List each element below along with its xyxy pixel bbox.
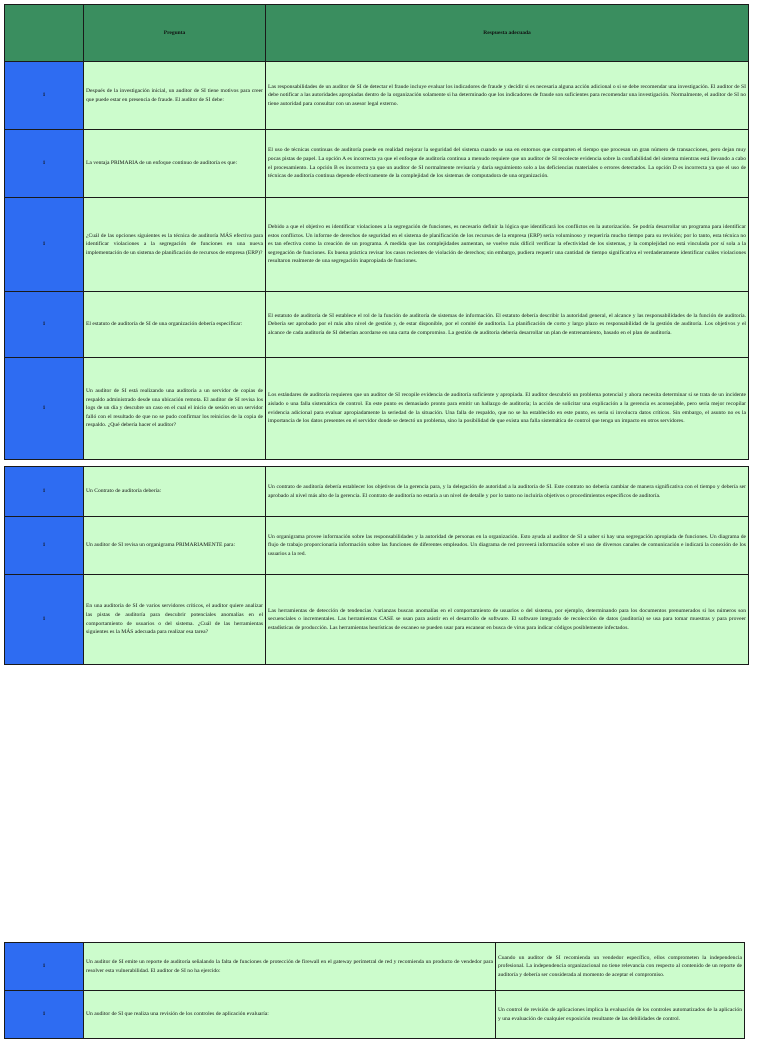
question-text: Un auditor de SI revisa un organigrama PRIMARIAMENTE para: [84, 517, 266, 575]
question-number: 1 [5, 467, 84, 517]
question-text: Un Contrato de auditoría debería: [84, 467, 266, 517]
answer-text: Las responsabilidades de un auditor de SI de detectar el fraude incluye evaluar los indicadores de fraude y decidir si es necesaria alguna acción adicional o si se debe recomendar una investigación. El auditor de SI debe notificar a las autoridades apropiadas dentro de la organización solamente si ha determinado que los indicadores de fraude son suficientes para recomendar una investigación. Normalmente, el auditor de SI no tiene autoridad para consultar con un asesor legal externo. [266, 62, 749, 130]
question-number: 1 [5, 517, 84, 575]
table-row [5, 943, 745, 991]
answer-text: El estatuto de auditoría de SI establece el rol de la función de auditoría de sistemas de información. El estatuto debería describir la autoridad general, el alcance y las responsabilidades de la función de auditoría. Debería ser aprobado por el más alto nivel de gestión y, de estar disponible, por el comité de auditoría. La planificación de corto y largo plazo es responsabilidad de la gestión de auditoría. Los objetivos y el alcance de cada auditoría de SI deberían acordarse en una carta de compromiso. La gestión de auditoría debería desarrollar un plan de entrenamiento, basado en el plan de auditoría. [266, 292, 749, 358]
table-row [5, 575, 749, 665]
question-number: 1 [5, 62, 84, 130]
table-row [5, 467, 749, 517]
question-number: 1 [5, 130, 84, 198]
header-question: Pregunta [84, 5, 266, 62]
table-row [5, 517, 749, 575]
qa-table-3 [4, 942, 745, 1039]
question-number: 1 [5, 198, 84, 292]
qa-table-2 [4, 466, 749, 665]
question-text: En una auditoría de SI de varios servidores críticos, el auditor quiere analizar las pistas de auditoría para descubrir potenciales anomalías en el comportamiento de usuarios o del sistema. ¿Cuál de las herramientas siguientes es la MÁS adecuada para realizar esa tarea? [84, 575, 266, 665]
answer-text: Un organigrama provee información sobre las responsabilidades y la autoridad de personas en la organización. Esto ayuda al auditor de SI a saber si hay una segregación apropiada de funciones. Un diagrama de flujo de trabajo proporcionaría información sobre las funciones de diferentes empleados. Un diagrama de red proveerá información sobre el uso de diversos canales de comunicación e indicará la conexión de los usuarios a la red. [266, 517, 749, 575]
question-number: 1 [5, 358, 84, 460]
answer-text: Cuando un auditor de SI recomienda un vendedor específico, ellos comprometen la independencia profesional. La independencia organizacional no tiene relevancia con respecto al contenido de un reporte de auditoría y debería ser considerada al momento de aceptar el compromiso. [496, 943, 745, 991]
question-number: 1 [5, 575, 84, 665]
table-row [5, 292, 749, 358]
question-text: Un auditor de SI está realizando una auditoría a un servidor de copias de respaldo administrado desde una ubicación remota. El auditor de SI revisa los logs de un día y descubre un caso en el cual el inicio de sesión en un servidor falló con el resultado de que no se pudo confirmar los reinicios de la copia de respaldo. ¿Qué debería hacer el auditor? [84, 358, 266, 460]
qa-table-1 [4, 4, 749, 460]
header-answer: Respuesta adecuada [266, 5, 749, 62]
question-text: Un auditor de SI emite un reporte de auditoría señalando la falta de funciones de protección de firewall en el gateway perimetral de red y recomienda un producto de vendedor para resolver esta vulnerabilidad. El auditor de SI no ha ejercido: [84, 943, 496, 991]
question-text: Un auditor de SI que realiza una revisión de los controles de aplicación evaluaría: [84, 991, 496, 1039]
answer-text: El uso de técnicas continuas de auditoría puede en realidad mejorar la seguridad del sistema cuando se usa en entornos que comparten el tiempo que procesan un gran número de transacciones, pero dejan muy pocas pistas de papel. La opción A es incorrecta ya que el enfoque de auditoría continua a menudo requiere que un auditor de SI recolecte evidencia sobre la confiabilidad del sistema mientras está llevando a cabo el procesamiento. La opción B es incorrecta ya que un auditor de SI normalmente revisaría y daría seguimiento solo a las deficiencias materiales o errores detectados. La opción D es incorrecta ya que el uso de técnicas de auditoría continua depende efectivamente de la complejidad de los sistemas de computadora de una organización. [266, 130, 749, 198]
question-text: La ventaja PRIMARIA de un enfoque continuo de auditoría es que: [84, 130, 266, 198]
question-number: 1 [5, 292, 84, 358]
table-row [5, 198, 749, 292]
answer-text: Los estándares de auditoría requieren que un auditor de SI recopile evidencia de auditoría suficiente y apropiada. El auditor descubrió un problema potencial y ahora necesita determinar si se trata de un incidente aislado o una falla sistemática de control. En este punto es demasiado pronto para emitir un hallazgo de auditoría; la acción de solicitar una explicación a la gerencia es aconsejable, pero sería mejor recopilar evidencia adicional para evaluar apropiadamente la seriedad de la situación. Una falla de respaldo, que no se ha establecido en este punto, es seria si involucra datos críticos. Sin embargo, el asunto no es la importancia de los datos presentes en el servidor donde se detectó un problema, sino la posibilidad de que exista una falla sistemática de control que tenga un impacto en otros servidores. [266, 358, 749, 460]
question-number: 1 [5, 943, 84, 991]
question-text: Después de la investigación inicial, un auditor de SI tiene motivos para creer que puede estar en presencia de fraude. El auditor de SI debe: [84, 62, 266, 130]
table-row [5, 62, 749, 130]
answer-text: Un control de revisión de aplicaciones implica la evaluación de los controles automatizados de la aplicación y una evaluación de cualquier exposición resultante de las debilidades de control. [496, 991, 745, 1039]
question-text: ¿Cuál de las opciones siguientes es la técnica de auditoría MÁS efectiva para identificar violaciones a la segregación de funciones en una nueva implementación de un sistema de planificación de recursos de empresa (ERP)? [84, 198, 266, 292]
answer-text: Debido a que el objetivo es identificar violaciones a la segregación de funciones, es necesario definir la lógica que identificará los conflictos en la autorización. Se podría desarrollar un programa para identificar estos conflictos. Un informe de derechos de seguridad en el sistema de planificación de los recursos de la empresa (ERP) sería voluminoso y requeriría mucho tiempo para su revisión; por lo tanto, esta técnica no es tan efectiva como la creación de un programa. A medida que las complejidades aumentan, se vuelve más difícil verificar la efectividad de los sistemas, y la complejidad no está vinculada por sí sola a la segregación de funciones. Es buena práctica revisar los casos recientes de violación de derechos; sin embargo, pudiera requerir una cantidad de tiempo significativa el verdaderamente identificar cuáles violaciones resultaron realmente de una segregación inapropiada de funciones. [266, 198, 749, 292]
answer-text: Un contrato de auditoría debería establecer los objetivos de la gerencia para, y la delegación de autoridad a la auditoría de SI. Este contrato no debería cambiar de manera significativa con el tiempo y debería ser aprobado al nivel más alto de la gerencia. El contrato de auditoría no estaría a un nivel de detalle y por lo tanto no incluiría objetivos o procedimientos específicos de auditoría. [266, 467, 749, 517]
question-number: 1 [5, 991, 84, 1039]
table-row [5, 358, 749, 460]
header-number-cell [5, 5, 84, 62]
answer-text: Las herramientas de detección de tendencias /varianzas buscan anomalías en el comportamiento de usuarios o del sistema, por ejemplo, determinando para los documentos prenumerados si los números son secuenciales o incrementales. Las herramientas CASE se usan para asistir en el desarrollo de software. El software integrado de recolección de datos (auditoría) se usa para tomar muestras y para proveer estadísticas de producción. Las herramientas heurísticas de escaneo se pueden usar para escanear en busca de virus para indicar códigos posiblemente infectados. [266, 575, 749, 665]
table-row [5, 991, 745, 1039]
table-row [5, 130, 749, 198]
table-header-row [5, 5, 749, 62]
question-text: El estatuto de auditoría de SI de una organización debería especificar: [84, 292, 266, 358]
